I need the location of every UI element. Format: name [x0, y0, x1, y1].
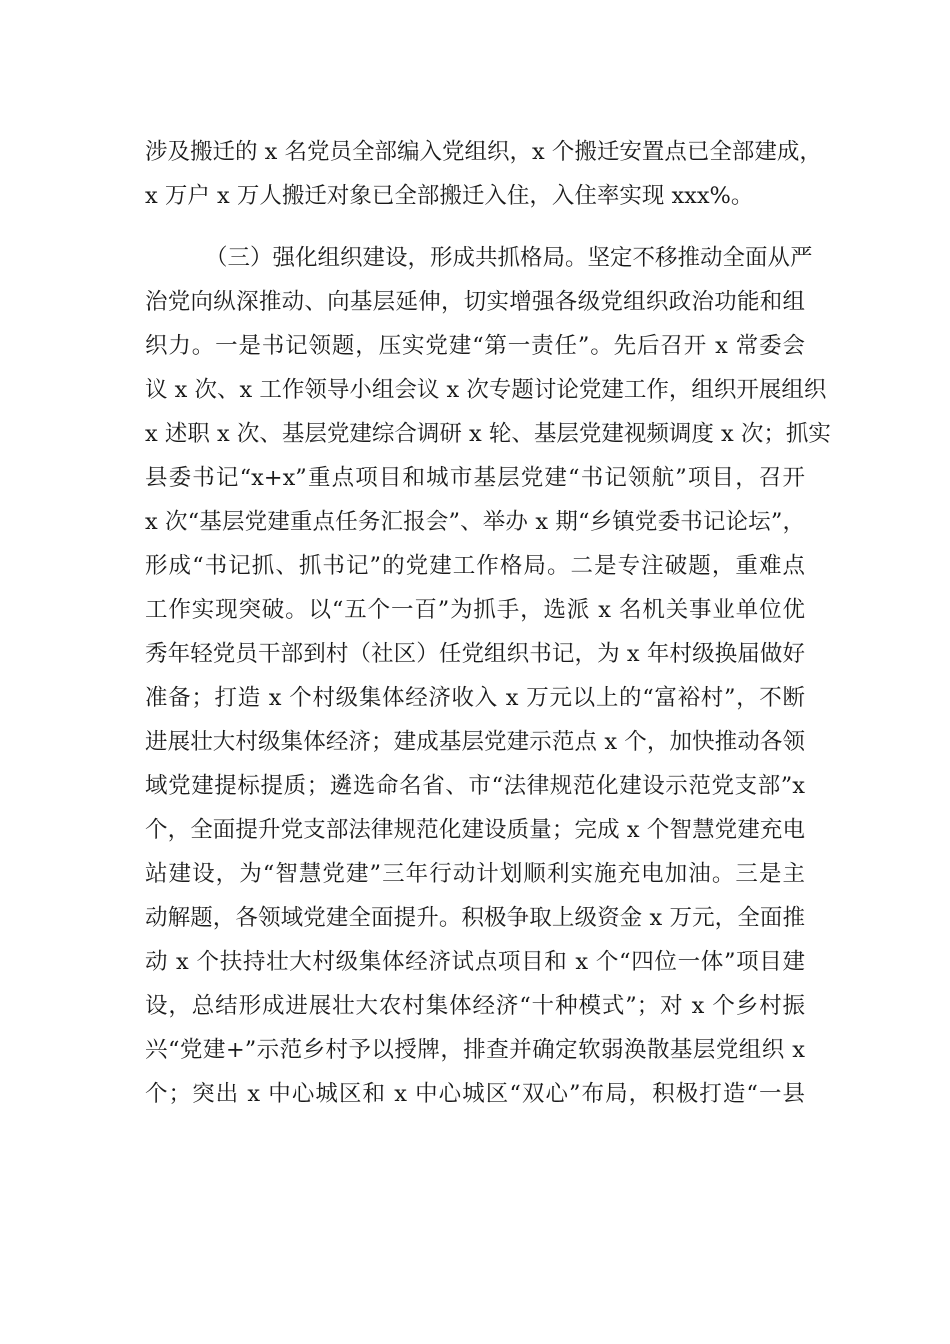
text-line: 动 x 个扶持壮大村级集体经济试点项目和 x 个“四位一体”项目建	[145, 949, 805, 975]
text-line: 设，总结形成进展壮大农村集体经济“十种模式”；对 x 个乡村振	[145, 993, 805, 1019]
paragraph-1	[145, 130, 822, 218]
text-line: 站建设，为“智慧党建”三年行动计划顺利实施充电加油。三是主	[145, 861, 805, 887]
text-line: x 述职 x 次、基层党建综合调研 x 轮、基层党建视频调度 x 次；抓实	[145, 421, 831, 447]
text-line: x 次“基层党建重点任务汇报会”、举办 x 期“乡镇党委书记论坛”，	[145, 509, 805, 535]
text-line: 形成“书记抓、抓书记”的党建工作格局。二是专注破题，重难点	[145, 553, 805, 579]
text-line: 涉及搬迁的 x 名党员全部编入党组织，x 个搬迁安置点已全部建成，	[145, 139, 822, 165]
text-line: （三）强化组织建设，形成共抓格局。坚定不移推动全面从严	[205, 245, 813, 271]
text-line: 个，全面提升党支部法律规范化建设质量；完成 x 个智慧党建充电	[145, 817, 805, 843]
text-line: 治党向纵深推动、向基层延伸，切实增强各级党组织政治功能和组	[145, 289, 805, 315]
text-line: 织力。一是书记领题，压实党建“第一责任”。先后召开 x 常委会	[145, 333, 805, 359]
paragraph-2	[145, 236, 831, 1116]
text-line: 议 x 次、x 工作领导小组会议 x 次专题讨论党建工作，组织开展组织	[145, 377, 827, 403]
text-line: 动解题，各领域党建全面提升。积极争取上级资金 x 万元，全面推	[145, 905, 805, 931]
text-line: 个；突出 x 中心城区和 x 中心城区“双心”布局，积极打造“一县	[145, 1081, 805, 1107]
text-line: 工作实现突破。以“五个一百”为抓手，选派 x 名机关事业单位优	[145, 597, 805, 623]
text-line: 兴“党建+”示范乡村予以授牌，排查并确定软弱涣散基层党组织 x	[145, 1037, 805, 1063]
text-line: x 万户 x 万人搬迁对象已全部搬迁入住，入住率实现 xxx%。	[145, 183, 754, 209]
text-line: 准备；打造 x 个村级集体经济收入 x 万元以上的“富裕村”，不断	[145, 685, 805, 711]
text-line: 秀年轻党员干部到村（社区）任党组织书记，为 x 年村级换届做好	[145, 641, 805, 667]
text-line: 域党建提标提质；遴选命名省、市“法律规范化建设示范党支部”x	[145, 773, 805, 799]
text-line: 县委书记“x+x”重点项目和城市基层党建“书记领航”项目，召开	[145, 465, 805, 491]
text-line: 进展壮大村级集体经济；建成基层党建示范点 x 个，加快推动各领	[145, 729, 805, 755]
document-body	[145, 130, 831, 1116]
